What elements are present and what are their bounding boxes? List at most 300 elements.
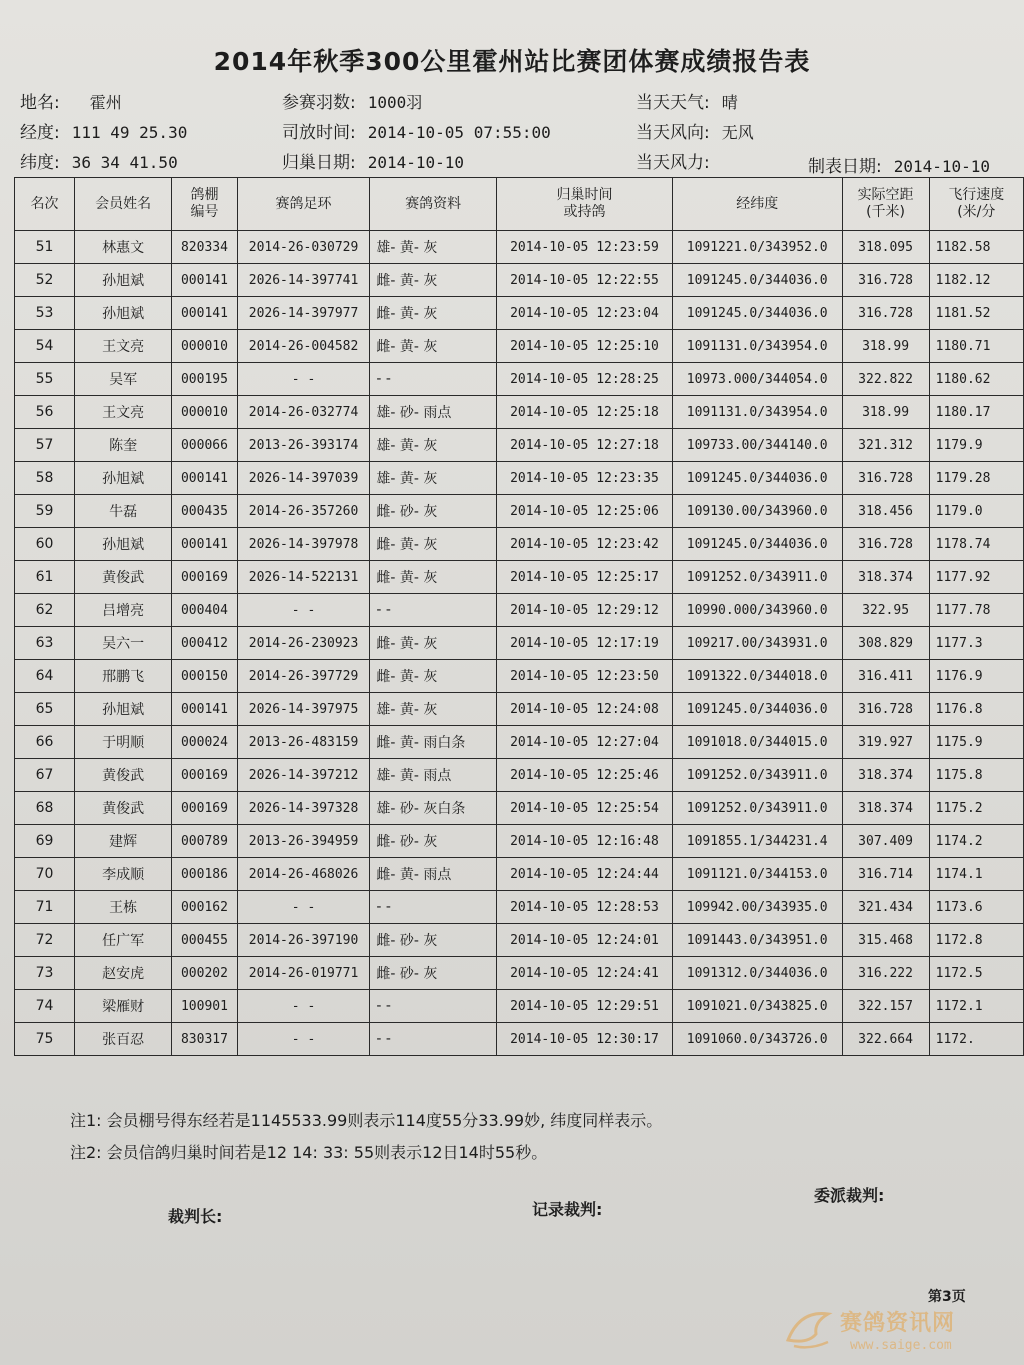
table-row xyxy=(15,792,1024,825)
table-row xyxy=(15,363,1024,396)
time-cell: 2014-10-05 12:23:42 xyxy=(497,528,673,561)
info-cell: 雄- 砂- 雨点 xyxy=(370,396,497,429)
rank-cell: 65 xyxy=(15,693,75,726)
loft-cell: 000066 xyxy=(172,429,237,462)
distance-cell: 322.95 xyxy=(842,594,929,627)
table-row xyxy=(15,429,1024,462)
ring-cell: 2014-26-468026 xyxy=(237,858,370,891)
distance-cell: 316.411 xyxy=(842,660,929,693)
rank-cell: 61 xyxy=(15,561,75,594)
ring-cell: 2014-26-004582 xyxy=(237,330,370,363)
loft-cell: 830317 xyxy=(172,1023,237,1056)
header-loft-line2: 编号 xyxy=(190,204,219,220)
distance-cell: 321.312 xyxy=(842,429,929,462)
info-cell: - - xyxy=(370,1023,497,1056)
time-cell: 2014-10-05 12:24:44 xyxy=(497,858,673,891)
loft-cell: 000010 xyxy=(172,396,237,429)
loft-cell: 000141 xyxy=(172,528,237,561)
ring-cell: 2026-14-397212 xyxy=(237,759,370,792)
info-cell: 雄- 黄- 灰 xyxy=(370,429,497,462)
distance-cell: 322.822 xyxy=(842,363,929,396)
watermark-url: www.saige.com xyxy=(850,1338,952,1353)
speed-cell: 1177.78 xyxy=(929,594,1023,627)
distance-cell: 318.456 xyxy=(842,495,929,528)
info-cell: 雌- 砂- 灰 xyxy=(370,924,497,957)
coord-cell: 1091312.0/344036.0 xyxy=(672,957,842,990)
ring-cell: 2026-14-397741 xyxy=(237,264,370,297)
loft-cell: 000150 xyxy=(172,660,237,693)
table-row xyxy=(15,627,1024,660)
distance-cell: 318.374 xyxy=(842,561,929,594)
info-cell: 雄- 黄- 灰 xyxy=(370,693,497,726)
time-cell: 2014-10-05 12:24:08 xyxy=(497,693,673,726)
table-row xyxy=(15,462,1024,495)
ring-cell: 2014-26-230923 xyxy=(237,627,370,660)
distance-cell: 321.434 xyxy=(842,891,929,924)
speed-cell: 1175.2 xyxy=(929,792,1023,825)
info-cell: 雌- 砂- 灰 xyxy=(370,495,497,528)
coord-cell: 1091443.0/343951.0 xyxy=(672,924,842,957)
header-speed-line1: 飞行速度 xyxy=(948,187,1005,203)
table-row xyxy=(15,231,1024,264)
name-cell: 王栋 xyxy=(74,891,171,924)
name-cell: 邢鹏飞 xyxy=(74,660,171,693)
table-row xyxy=(15,957,1024,990)
info-cell: 雄- 砂- 灰白条 xyxy=(370,792,497,825)
time-cell: 2014-10-05 12:17:19 xyxy=(497,627,673,660)
table-row xyxy=(15,693,1024,726)
ring-cell: 2014-26-397190 xyxy=(237,924,370,957)
speed-cell: 1182.58 xyxy=(929,231,1023,264)
distance-cell: 316.222 xyxy=(842,957,929,990)
distance-cell: 318.374 xyxy=(842,792,929,825)
distance-cell: 307.409 xyxy=(842,825,929,858)
coord-cell: 10973.000/344054.0 xyxy=(672,363,842,396)
loft-cell: 100901 xyxy=(172,990,237,1023)
table-row xyxy=(15,660,1024,693)
ring-cell: 2026-14-397039 xyxy=(237,462,370,495)
header-loft xyxy=(172,178,237,231)
coord-cell: 1091221.0/343952.0 xyxy=(672,231,842,264)
rank-cell: 69 xyxy=(15,825,75,858)
coord-cell: 1091252.0/343911.0 xyxy=(672,792,842,825)
info-cell: 雌- 黄- 灰 xyxy=(370,297,497,330)
loft-cell: 000195 xyxy=(172,363,237,396)
loft-cell: 000435 xyxy=(172,495,237,528)
loft-cell: 000404 xyxy=(172,594,237,627)
rank-cell: 75 xyxy=(15,1023,75,1056)
distance-cell: 318.374 xyxy=(842,759,929,792)
page-number: 第3页 xyxy=(928,1289,966,1305)
release-label: 司放时间: xyxy=(282,123,356,143)
time-cell: 2014-10-05 12:25:54 xyxy=(497,792,673,825)
coord-cell: 1091131.0/343954.0 xyxy=(672,396,842,429)
results-table xyxy=(14,177,1024,1056)
loft-cell: 000455 xyxy=(172,924,237,957)
name-cell: 建辉 xyxy=(74,825,171,858)
header-distance-line1: 实际空距 xyxy=(857,187,914,203)
ring-cell: - - xyxy=(237,891,370,924)
loft-cell: 000162 xyxy=(172,891,237,924)
pigeon-logo-icon xyxy=(780,1300,840,1360)
ring-cell: 2013-26-393174 xyxy=(237,429,370,462)
ring-cell: 2014-26-397729 xyxy=(237,660,370,693)
release-value: 2014-10-05 07:55:00 xyxy=(367,123,551,142)
info-cell: 雌- 黄- 灰 xyxy=(370,660,497,693)
time-cell: 2014-10-05 12:25:06 xyxy=(497,495,673,528)
time-cell: 2014-10-05 12:30:17 xyxy=(497,1023,673,1056)
rank-cell: 71 xyxy=(15,891,75,924)
ring-cell: - - xyxy=(237,363,370,396)
ring-cell: - - xyxy=(237,990,370,1023)
entries-value: 1000羽 xyxy=(367,93,423,112)
table-row xyxy=(15,297,1024,330)
rank-cell: 56 xyxy=(15,396,75,429)
recorder-judge-label: 记录裁判: xyxy=(532,1200,603,1219)
header-info: 赛鸽资料 xyxy=(370,178,497,231)
header-time xyxy=(497,178,673,231)
time-cell: 2014-10-05 12:28:25 xyxy=(497,363,673,396)
loft-cell: 000169 xyxy=(172,759,237,792)
header-rank: 名次 xyxy=(15,178,75,231)
speed-cell: 1175.9 xyxy=(929,726,1023,759)
longitude-label: 经度: xyxy=(20,123,60,143)
speed-cell: 1178.74 xyxy=(929,528,1023,561)
speed-cell: 1177.92 xyxy=(929,561,1023,594)
time-cell: 2014-10-05 12:25:18 xyxy=(497,396,673,429)
info-cell: 雌- 黄- 雨白条 xyxy=(370,726,497,759)
rank-cell: 58 xyxy=(15,462,75,495)
speed-cell: 1174.1 xyxy=(929,858,1023,891)
coord-cell: 109130.00/343960.0 xyxy=(672,495,842,528)
info-cell: 雄- 黄- 灰 xyxy=(370,231,497,264)
table-row xyxy=(15,825,1024,858)
name-cell: 梁雁财 xyxy=(74,990,171,1023)
coord-cell: 1091245.0/344036.0 xyxy=(672,264,842,297)
distance-cell: 316.714 xyxy=(842,858,929,891)
report-title: 2014年秋季300公里霍州站比赛团体赛成绩报告表 xyxy=(213,47,811,76)
ring-cell: 2026-14-397978 xyxy=(237,528,370,561)
loft-cell: 000169 xyxy=(172,561,237,594)
info-cell: 雌- 黄- 灰 xyxy=(370,264,497,297)
name-cell: 黄俊武 xyxy=(74,792,171,825)
header-speed xyxy=(929,178,1023,231)
header-time-line2: 或持鸽 xyxy=(563,204,606,220)
distance-cell: 316.728 xyxy=(842,693,929,726)
time-cell: 2014-10-05 12:23:59 xyxy=(497,231,673,264)
coord-cell: 1091252.0/343911.0 xyxy=(672,759,842,792)
rank-cell: 62 xyxy=(15,594,75,627)
name-cell: 牛磊 xyxy=(74,495,171,528)
rank-cell: 66 xyxy=(15,726,75,759)
name-cell: 王文亮 xyxy=(74,396,171,429)
name-cell: 张百忍 xyxy=(74,1023,171,1056)
info-cell: - - xyxy=(370,594,497,627)
table-row xyxy=(15,264,1024,297)
distance-cell: 316.728 xyxy=(842,528,929,561)
distance-cell: 318.99 xyxy=(842,330,929,363)
ring-cell: 2026-14-397328 xyxy=(237,792,370,825)
place-value: 霍州 xyxy=(89,93,122,112)
info-cell: - - xyxy=(370,891,497,924)
watermark-text: 赛鸽资讯网 xyxy=(840,1311,956,1336)
table-header-row xyxy=(15,178,1024,231)
ring-cell: 2014-26-019771 xyxy=(237,957,370,990)
loft-cell: 820334 xyxy=(172,231,237,264)
loft-cell: 000141 xyxy=(172,462,237,495)
time-cell: 2014-10-05 12:24:01 xyxy=(497,924,673,957)
entries-label: 参赛羽数: xyxy=(282,93,356,113)
info-cell: 雄- 黄- 灰 xyxy=(370,462,497,495)
time-cell: 2014-10-05 12:27:04 xyxy=(497,726,673,759)
time-cell: 2014-10-05 12:23:50 xyxy=(497,660,673,693)
distance-cell: 308.829 xyxy=(842,627,929,660)
rank-cell: 55 xyxy=(15,363,75,396)
name-cell: 王文亮 xyxy=(74,330,171,363)
speed-cell: 1174.2 xyxy=(929,825,1023,858)
rank-cell: 70 xyxy=(15,858,75,891)
rank-cell: 57 xyxy=(15,429,75,462)
table-row xyxy=(15,924,1024,957)
name-cell: 林惠文 xyxy=(74,231,171,264)
info-cell: 雌- 黄- 灰 xyxy=(370,627,497,660)
time-cell: 2014-10-05 12:16:48 xyxy=(497,825,673,858)
loft-cell: 000202 xyxy=(172,957,237,990)
name-cell: 黄俊武 xyxy=(74,759,171,792)
speed-cell: 1172.1 xyxy=(929,990,1023,1023)
name-cell: 孙旭斌 xyxy=(74,297,171,330)
latitude-label: 纬度: xyxy=(20,153,60,173)
rank-cell: 64 xyxy=(15,660,75,693)
made-date-value: 2014-10-10 xyxy=(893,157,991,176)
header-distance-line2: (千米) xyxy=(866,204,906,220)
weather-value: 晴 xyxy=(721,93,738,112)
ring-cell: 2013-26-483159 xyxy=(237,726,370,759)
coord-cell: 1091121.0/344153.0 xyxy=(672,858,842,891)
loft-cell: 000141 xyxy=(172,297,237,330)
loft-cell: 000010 xyxy=(172,330,237,363)
made-date-label: 制表日期: xyxy=(808,157,882,177)
name-cell: 吴军 xyxy=(74,363,171,396)
speed-cell: 1182.12 xyxy=(929,264,1023,297)
info-cell: 雌- 黄- 雨点 xyxy=(370,858,497,891)
distance-cell: 315.468 xyxy=(842,924,929,957)
coord-cell: 1091245.0/344036.0 xyxy=(672,462,842,495)
speed-cell: 1175.8 xyxy=(929,759,1023,792)
table-row xyxy=(15,1023,1024,1056)
rank-cell: 68 xyxy=(15,792,75,825)
table-row xyxy=(15,990,1024,1023)
coord-cell: 10990.000/343960.0 xyxy=(672,594,842,627)
note-2: 注2: 会员信鸽归巢时间若是12 14: 33: 55则表示12日14时55秒。 xyxy=(70,1143,548,1162)
table-row xyxy=(15,396,1024,429)
ring-cell: 2026-14-522131 xyxy=(237,561,370,594)
place-label: 地名: xyxy=(20,93,60,113)
ring-cell: 2013-26-394959 xyxy=(237,825,370,858)
info-cell: 雌- 黄- 灰 xyxy=(370,561,497,594)
speed-cell: 1179.0 xyxy=(929,495,1023,528)
rank-cell: 51 xyxy=(15,231,75,264)
appointed-judge-label: 委派裁判: xyxy=(814,1186,885,1205)
return-date-value: 2014-10-10 xyxy=(367,153,465,172)
distance-cell: 319.927 xyxy=(842,726,929,759)
name-cell: 吴六一 xyxy=(74,627,171,660)
speed-cell: 1173.6 xyxy=(929,891,1023,924)
name-cell: 孙旭斌 xyxy=(74,462,171,495)
time-cell: 2014-10-05 12:25:46 xyxy=(497,759,673,792)
coord-cell: 1091322.0/344018.0 xyxy=(672,660,842,693)
loft-cell: 000169 xyxy=(172,792,237,825)
info-cell: 雌- 黄- 灰 xyxy=(370,528,497,561)
distance-cell: 316.728 xyxy=(842,264,929,297)
ring-cell: 2014-26-357260 xyxy=(237,495,370,528)
ring-cell: - - xyxy=(237,594,370,627)
coord-cell: 1091060.0/343726.0 xyxy=(672,1023,842,1056)
time-cell: 2014-10-05 12:29:12 xyxy=(497,594,673,627)
rank-cell: 59 xyxy=(15,495,75,528)
speed-cell: 1180.71 xyxy=(929,330,1023,363)
time-cell: 2014-10-05 12:28:53 xyxy=(497,891,673,924)
weather-label: 当天天气: xyxy=(636,93,710,113)
distance-cell: 316.728 xyxy=(842,297,929,330)
table-row xyxy=(15,528,1024,561)
rank-cell: 67 xyxy=(15,759,75,792)
name-cell: 任广军 xyxy=(74,924,171,957)
info-cell: 雌- 砂- 灰 xyxy=(370,957,497,990)
table-row xyxy=(15,561,1024,594)
time-cell: 2014-10-05 12:25:17 xyxy=(497,561,673,594)
longitude-value: 111 49 25.30 xyxy=(71,123,188,142)
rank-cell: 74 xyxy=(15,990,75,1023)
header-distance xyxy=(842,178,929,231)
rank-cell: 52 xyxy=(15,264,75,297)
coord-cell: 109217.00/343931.0 xyxy=(672,627,842,660)
coord-cell: 1091245.0/344036.0 xyxy=(672,693,842,726)
return-date-label: 归巢日期: xyxy=(282,153,356,173)
coord-cell: 1091021.0/343825.0 xyxy=(672,990,842,1023)
speed-cell: 1179.28 xyxy=(929,462,1023,495)
speed-cell: 1177.3 xyxy=(929,627,1023,660)
time-cell: 2014-10-05 12:22:55 xyxy=(497,264,673,297)
speed-cell: 1179.9 xyxy=(929,429,1023,462)
name-cell: 陈奎 xyxy=(74,429,171,462)
table-row xyxy=(15,495,1024,528)
loft-cell: 000024 xyxy=(172,726,237,759)
table-row xyxy=(15,726,1024,759)
header-ring: 赛鸽足环 xyxy=(237,178,370,231)
speed-cell: 1172.5 xyxy=(929,957,1023,990)
ring-cell: - - xyxy=(237,1023,370,1056)
speed-cell: 1181.52 xyxy=(929,297,1023,330)
coord-cell: 1091018.0/344015.0 xyxy=(672,726,842,759)
table-row xyxy=(15,759,1024,792)
chief-judge-label: 裁判长: xyxy=(168,1207,223,1226)
time-cell: 2014-10-05 12:24:41 xyxy=(497,957,673,990)
distance-cell: 322.157 xyxy=(842,990,929,1023)
name-cell: 于明顺 xyxy=(74,726,171,759)
coord-cell: 109942.00/343935.0 xyxy=(672,891,842,924)
speed-cell: 1180.17 xyxy=(929,396,1023,429)
header-time-line1: 归巢时间 xyxy=(556,187,613,203)
rank-cell: 63 xyxy=(15,627,75,660)
coord-cell: 1091131.0/343954.0 xyxy=(672,330,842,363)
wind-direction-value: 无风 xyxy=(721,123,754,142)
coord-cell: 1091252.0/343911.0 xyxy=(672,561,842,594)
loft-cell: 000141 xyxy=(172,264,237,297)
latitude-value: 36 34 41.50 xyxy=(71,153,178,172)
rank-cell: 72 xyxy=(15,924,75,957)
speed-cell: 1172.8 xyxy=(929,924,1023,957)
note-1: 注1: 会员棚号得东经若是1145533.99则表示114度55分33.99妙, 纬度同样表示。 xyxy=(70,1111,663,1130)
distance-cell: 316.728 xyxy=(842,462,929,495)
wind-direction-label: 当天风向: xyxy=(636,123,710,143)
name-cell: 吕增亮 xyxy=(74,594,171,627)
table-row xyxy=(15,891,1024,924)
time-cell: 2014-10-05 12:23:04 xyxy=(497,297,673,330)
info-cell: 雌- 砂- 灰 xyxy=(370,825,497,858)
name-cell: 李成顺 xyxy=(74,858,171,891)
time-cell: 2014-10-05 12:23:35 xyxy=(497,462,673,495)
info-cell: - - xyxy=(370,363,497,396)
table-row xyxy=(15,858,1024,891)
distance-cell: 322.664 xyxy=(842,1023,929,1056)
wind-force-label: 当天风力: xyxy=(636,153,710,173)
ring-cell: 2026-14-397975 xyxy=(237,693,370,726)
distance-cell: 318.99 xyxy=(842,396,929,429)
name-cell: 孙旭斌 xyxy=(74,528,171,561)
ring-cell: 2014-26-032774 xyxy=(237,396,370,429)
loft-cell: 000789 xyxy=(172,825,237,858)
coord-cell: 1091855.1/344231.4 xyxy=(672,825,842,858)
header-coord: 经纬度 xyxy=(672,178,842,231)
ring-cell: 2014-26-030729 xyxy=(237,231,370,264)
loft-cell: 000141 xyxy=(172,693,237,726)
speed-cell: 1172. xyxy=(929,1023,1023,1056)
rank-cell: 73 xyxy=(15,957,75,990)
table-row xyxy=(15,330,1024,363)
rank-cell: 53 xyxy=(15,297,75,330)
distance-cell: 318.095 xyxy=(842,231,929,264)
info-cell: 雌- 黄- 灰 xyxy=(370,330,497,363)
coord-cell: 1091245.0/344036.0 xyxy=(672,297,842,330)
table-row xyxy=(15,594,1024,627)
coord-cell: 1091245.0/344036.0 xyxy=(672,528,842,561)
header-name: 会员姓名 xyxy=(74,178,171,231)
time-cell: 2014-10-05 12:27:18 xyxy=(497,429,673,462)
speed-cell: 1176.9 xyxy=(929,660,1023,693)
speed-cell: 1176.8 xyxy=(929,693,1023,726)
name-cell: 黄俊武 xyxy=(74,561,171,594)
info-cell: - - xyxy=(370,990,497,1023)
coord-cell: 109733.00/344140.0 xyxy=(672,429,842,462)
rank-cell: 60 xyxy=(15,528,75,561)
name-cell: 赵安虎 xyxy=(74,957,171,990)
name-cell: 孙旭斌 xyxy=(74,693,171,726)
time-cell: 2014-10-05 12:25:10 xyxy=(497,330,673,363)
header-loft-line1: 鸽棚 xyxy=(190,187,219,203)
loft-cell: 000186 xyxy=(172,858,237,891)
time-cell: 2014-10-05 12:29:51 xyxy=(497,990,673,1023)
speed-cell: 1180.62 xyxy=(929,363,1023,396)
site-watermark xyxy=(780,1300,1020,1360)
ring-cell: 2026-14-397977 xyxy=(237,297,370,330)
loft-cell: 000412 xyxy=(172,627,237,660)
info-cell: 雄- 黄- 雨点 xyxy=(370,759,497,792)
header-speed-line2: (米/分 xyxy=(957,204,996,220)
table-body xyxy=(15,231,1024,1056)
rank-cell: 54 xyxy=(15,330,75,363)
name-cell: 孙旭斌 xyxy=(74,264,171,297)
